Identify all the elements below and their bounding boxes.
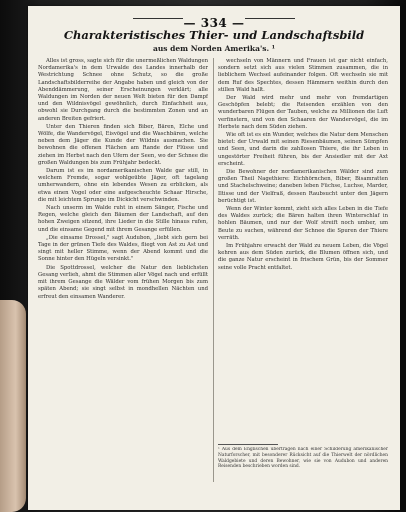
paragraph: „Die einsame Drossel," sagt Audubon, „liebt sich gern bei Tage in der grünen Tiefe des Waldes, fliegt von Ast zu Ast und singt mit heller Stimme, wenn der Abend kommt und die Sonne hinter den Hügeln versinkt.": [38, 234, 208, 263]
footnote: ¹ Aus dem Englischen übertragen nach einer Schilderung amerikanischer Naturforscher, mit besonderer Rücksicht auf die Thierwelt der nördlichen Waldgebiete und deren Bewohner, wie sie von Audubon und anderen Reisenden beschrieben worden sind.: [218, 447, 388, 470]
header-rule-left: [133, 18, 183, 19]
page-header: [28, 12, 400, 30]
paragraph: Wenn der Winter kommt, zieht sich alles Leben in die Tiefe des Waldes zurück; die Bären halten ihren Winterschlaf in hohlen Bäumen, und nur der Wolf streift noch umher, um Beute zu suchen, während der Schnee die Spuren der Thiere verräth.: [218, 206, 388, 241]
paragraph: Nach unserm im Walde ruht in einem Sänger, Fische und Regen, welche gleich den Bäumen der Landschaft, auf den hohen Zweigen sitzend, ihre Lieder in die Stille hinaus rufen, und die einsame Gegend mit ihrem Gesange erfüllen.: [38, 205, 208, 233]
column-divider: [213, 58, 214, 482]
paragraph: Die Spottdrossel, welcher die Natur den lieblichsten Gesang verlieh, ahmt die Stimmen aller Vögel nach und erfüllt mit ihrem Gesange die Wälder vom frühen Morgen bis zum späten Abend; sie singt selbst in mondhellen Nächten und erfreut den einsamen Wanderer.: [38, 264, 208, 300]
book-page: [28, 6, 400, 510]
paragraph: wechseln von Männern und Frauen ist gar nicht einfach, sondern setzt sich aus vielen Stimmen zusammen, die in lieblichem Wechsel aufeinander folgen. Oft wechseln sie mit dem Ruf des Spechtes, dessen Hämmern weithin durch den stillen Wald hallt.: [218, 58, 388, 93]
paragraph: Wie oft ist es ein Wunder, welches die Natur dem Menschen bietet: der Urwald mit seinen Riesenbäumen, seinen Sümpfen und Seen, und darin die zahllosen Thiere, die ihr Leben in ungestörter Freiheit führen, bis der Ansiedler mit der Axt erscheint.: [218, 132, 388, 167]
paragraph: Im Frühjahre erwacht der Wald zu neuem Leben, die Vögel kehren aus dem Süden zurück, die Blumen öffnen sich, und die ganze Natur erscheint in frischem Grün, bis der Sommer seine volle Pracht entfaltet.: [218, 243, 388, 271]
page-number: — 334 —: [183, 16, 245, 30]
footnote-rule: [218, 444, 278, 445]
thumb-holding-page: [0, 300, 26, 512]
text-column-right: [218, 58, 388, 440]
text-column-left: [38, 58, 208, 482]
paragraph: Darum ist es im nordamerikanischen Walde gar still, in welchem Fremde, sogar wohlgeübte Jäger, oft tagelang umherwandern, ohne ein lebendes Wesen zu erblicken, als etwa einen Vogel oder eine aufgescheuchte Schaar Hirsche, die mit leichtem Sprunge im Dickicht verschwinden.: [38, 168, 208, 203]
header-rule-right: [245, 18, 295, 19]
paragraph: Die Bewohner der nordamerikanischen Wälder sind zum großen Theil Nagethiere: Eichhörnchen, Biber, Bisamratten und Stachelschweine; daneben leben Füchse, Luchse, Marder, Iltisse und der Vielfraß, dessen Raubsucht unter den Jägern berüchtigt ist.: [218, 169, 388, 204]
paragraph: Alles ist gross, sagte sich für die unermeßlichen Waldungen Nordamerika's in dem Urwalde des Landes innerhalb der Westrichtung Schnee ohne Schutz, so die große Landschaftsbilderreihe der Angabe haben und gleich von der Abenddämmerung, seiner Erscheinungen verklärt; alle Waldungen im Norden der neuen Welt bieten für den Dampf und den Wildnisvögel gewöhnlich, durch Einfachheit aus, obwohl sie Durchgang durch die bestimmten Zonen und an anderen Breiten gefriert.: [38, 58, 208, 122]
paragraph: Unter den Thieren finden sich Biber, Bären, Elche und Wölfe, die Wandervögel, Eisvögel und die Waschbären, welche neben dem Jäger die Kunde der Wildnis ausmachen. Sie bewohnen die offenen Flächen am Rande der Flüsse und ziehen im Herbst nach den Ufern der Seen, wo der Schnee die großen Waldungen bis zum Frühjahr bedeckt.: [38, 123, 208, 166]
paragraph: Der Wald wird mehr und mehr von fremdartigen Geschöpfen belebt; die Reisenden erzählen von den wunderbaren Flügen der Tauben, welche zu Millionen die Luft verfinstern, und von den Schaaren der Wandervögel, die im Herbste nach dem Süden ziehen.: [218, 95, 388, 130]
article-subtitle: aus dem Norden Amerika's. ¹: [152, 44, 275, 53]
article-title: Charakteristisches Thier- und Landschaftsbild: [63, 28, 365, 42]
